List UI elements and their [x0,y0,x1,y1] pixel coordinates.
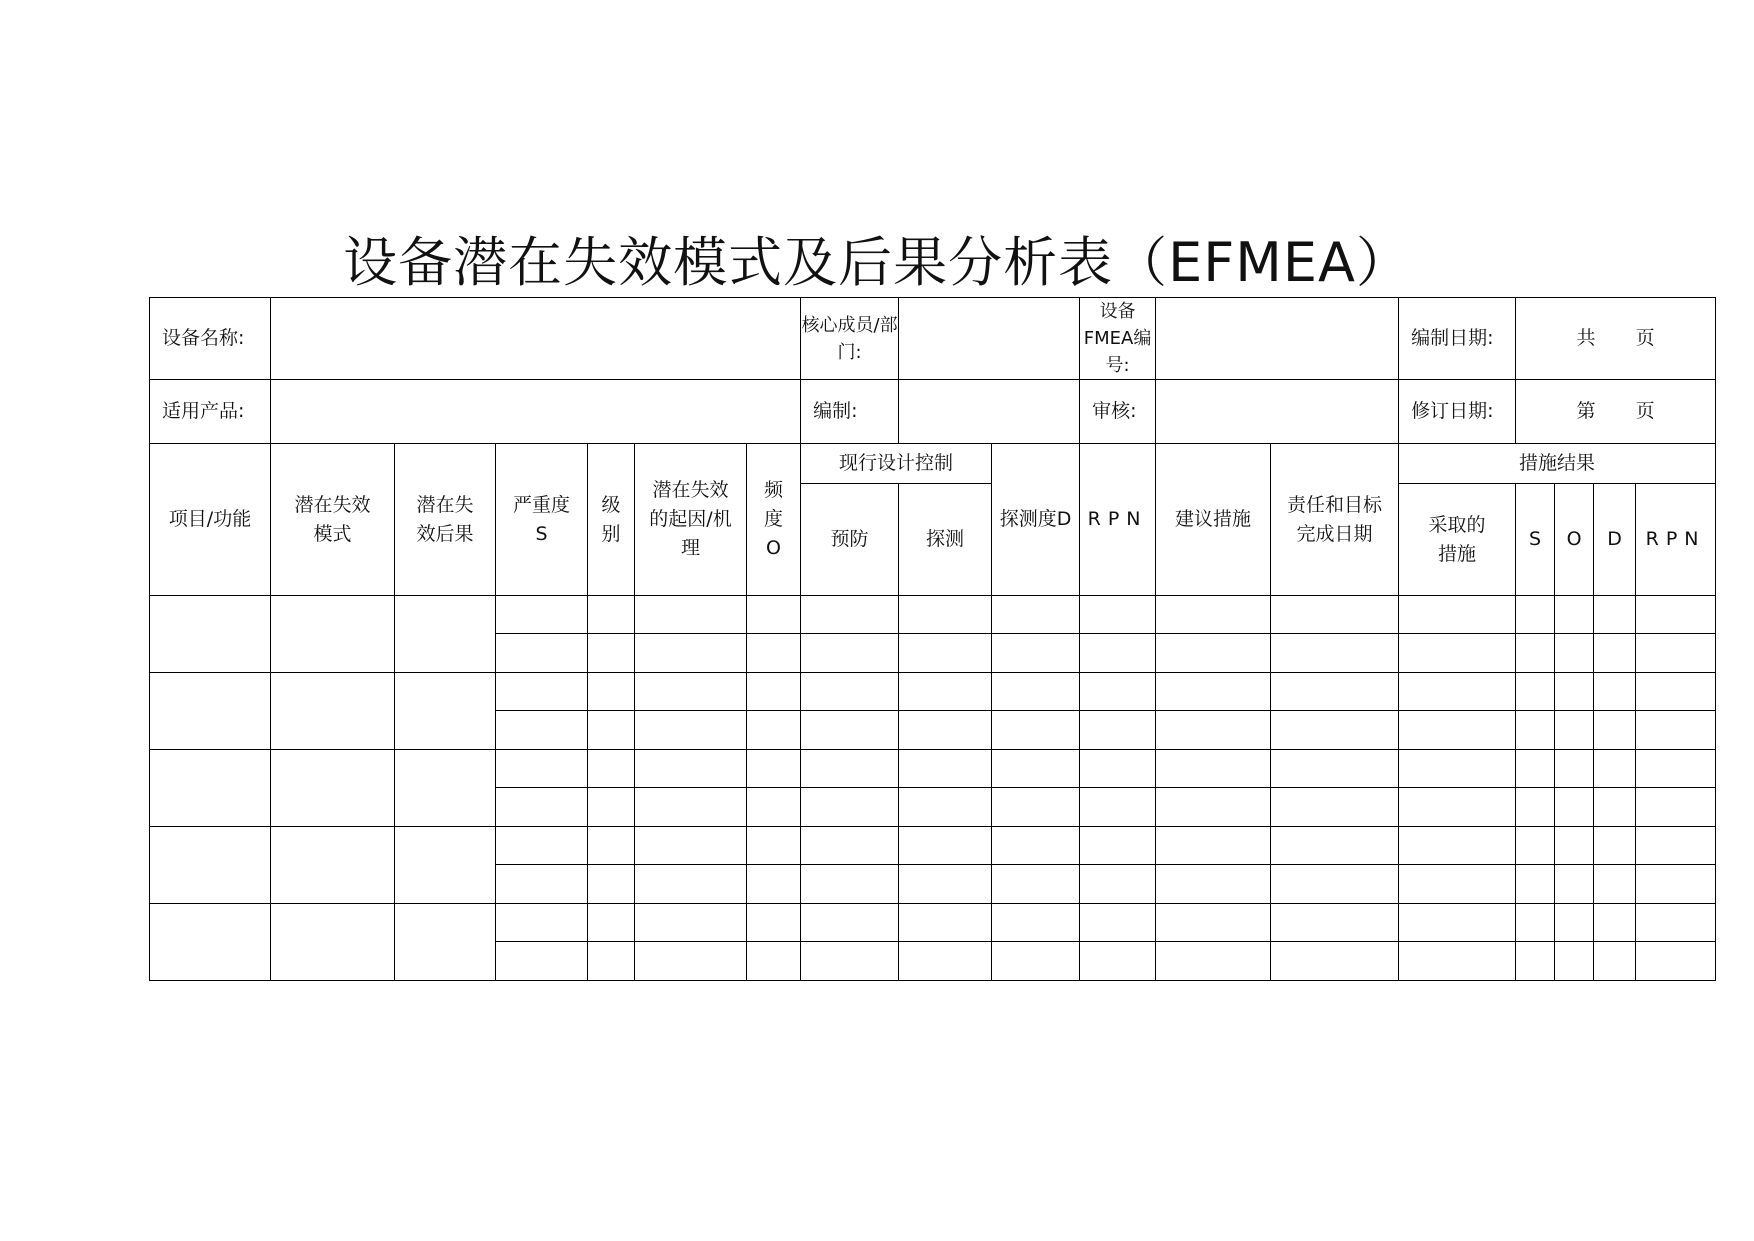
table-cell[interactable] [801,596,899,634]
table-cell[interactable] [1399,904,1516,942]
revised-date-label: 修订日期: [1399,380,1516,444]
total-pages-cell[interactable] [1516,298,1716,380]
table-cell[interactable] [1594,711,1636,750]
table-cell[interactable] [635,942,747,981]
fmea-number-field[interactable] [1156,298,1399,380]
table-cell[interactable] [1080,827,1156,865]
table-cell[interactable] [992,596,1080,634]
table-cell[interactable] [1271,750,1399,788]
table-cell[interactable] [1271,788,1399,827]
table-cell[interactable] [1516,942,1555,981]
table-cell[interactable] [271,673,395,750]
table-cell[interactable] [1516,865,1555,904]
table-cell[interactable] [635,827,747,865]
table-cell[interactable] [588,904,635,942]
table-cell[interactable] [1636,865,1716,904]
table-cell[interactable] [747,634,801,673]
table-cell[interactable] [150,904,271,981]
table-cell[interactable] [992,788,1080,827]
table-cell[interactable] [588,750,635,788]
document-title: 设备潜在失效模式及后果分析表（EFMEA） [343,231,1411,294]
table-cell[interactable] [1636,942,1716,981]
current-page-cell[interactable] [1516,380,1716,444]
table-cell[interactable] [801,865,899,904]
table-cell[interactable] [496,788,588,827]
table-cell[interactable] [1594,827,1636,865]
header-failure-effect: 潜在失效后果 [395,444,496,596]
table-row [150,750,1716,788]
table-cell[interactable] [1399,596,1516,634]
table-cell[interactable] [1156,904,1271,942]
table-cell[interactable] [992,827,1080,865]
total-page-suffix: 页 [1635,327,1655,349]
header-cause: 潜在失效的起因/机理 [635,444,747,596]
applicable-product-field[interactable] [271,380,801,444]
table-row [150,827,1716,865]
table-cell[interactable] [992,634,1080,673]
table-cell[interactable] [747,673,801,711]
header-action-results: 措施结果 [1399,444,1716,484]
page-prefix: 第 [1576,400,1596,422]
table-cell[interactable] [588,673,635,711]
table-cell[interactable] [588,865,635,904]
table-cell[interactable] [1516,750,1555,788]
table-cell[interactable] [1636,788,1716,827]
header-class: 级别 [588,444,635,596]
table-cell[interactable] [992,865,1080,904]
table-cell[interactable] [1080,942,1156,981]
table-cell[interactable] [395,750,496,827]
table-cell[interactable] [1636,634,1716,673]
table-cell[interactable] [1555,673,1594,711]
table-cell[interactable] [1399,750,1516,788]
table-cell[interactable] [1594,942,1636,981]
table-cell[interactable] [1271,673,1399,711]
table-cell[interactable] [1271,827,1399,865]
current-page-suffix: 页 [1635,400,1655,422]
table-cell[interactable] [1080,865,1156,904]
table-cell[interactable] [150,750,271,827]
prepared-date-label: 编制日期: [1399,298,1516,380]
table-cell[interactable] [1636,750,1716,788]
table-cell[interactable] [1399,711,1516,750]
table-cell[interactable] [747,596,801,634]
table-cell[interactable] [1516,711,1555,750]
header-result-rpn: RPN [1636,484,1716,596]
fmea-number-label: 设备FMEA编号: [1080,298,1156,380]
header-actions-taken: 采取的措施 [1399,484,1516,596]
table-cell[interactable] [1399,827,1516,865]
table-cell[interactable] [747,711,801,750]
table-cell[interactable] [1516,634,1555,673]
table-cell[interactable] [635,634,747,673]
table-cell[interactable] [1271,865,1399,904]
table-cell[interactable] [1399,634,1516,673]
table-cell[interactable] [1271,634,1399,673]
applicable-product-label: 适用产品: [150,380,271,444]
table-cell[interactable] [1271,942,1399,981]
table-cell[interactable] [496,865,588,904]
table-cell[interactable] [588,596,635,634]
total-prefix: 共 [1576,327,1596,349]
table-cell[interactable] [899,865,992,904]
header-current-controls: 现行设计控制 [801,444,992,484]
table-cell[interactable] [1516,904,1555,942]
table-row [150,673,1716,711]
header-recommended-actions: 建议措施 [1156,444,1271,596]
header-result-d: D [1594,484,1636,596]
table-cell[interactable] [1156,942,1271,981]
table-cell[interactable] [1636,827,1716,865]
table-cell[interactable] [635,750,747,788]
table-cell[interactable] [496,596,588,634]
table-cell[interactable] [588,942,635,981]
table-cell[interactable] [1080,634,1156,673]
table-cell[interactable] [395,904,496,981]
table-cell[interactable] [992,942,1080,981]
table-cell[interactable] [899,942,992,981]
table-cell[interactable] [1080,711,1156,750]
prepared-by-label: 编制: [801,380,899,444]
table-cell[interactable] [395,827,496,904]
table-cell[interactable] [1399,865,1516,904]
table-cell[interactable] [635,596,747,634]
table-cell[interactable] [1156,827,1271,865]
table-cell[interactable] [1594,634,1636,673]
table-cell[interactable] [635,904,747,942]
table-cell[interactable] [899,788,992,827]
table-cell[interactable] [395,596,496,673]
table-cell[interactable] [1594,865,1636,904]
table-cell[interactable] [992,750,1080,788]
header-prevention: 预防 [801,484,899,596]
table-cell[interactable] [1156,865,1271,904]
table-cell[interactable] [1636,596,1716,634]
header-result-s: S [1516,484,1555,596]
reviewed-by-field[interactable] [1156,380,1399,444]
table-cell[interactable] [992,711,1080,750]
table-cell[interactable] [1594,788,1636,827]
header-responsibility: 责任和目标完成日期 [1271,444,1399,596]
table-cell[interactable] [395,673,496,750]
header-severity: 严重度S [496,444,588,596]
table-cell[interactable] [801,942,899,981]
table-cell[interactable] [1594,673,1636,711]
table-cell[interactable] [496,673,588,711]
table-cell[interactable] [899,711,992,750]
header-detection: 探测度D [992,444,1080,596]
table-cell[interactable] [1555,865,1594,904]
table-cell[interactable] [496,827,588,865]
table-cell[interactable] [1516,596,1555,634]
table-cell[interactable] [635,788,747,827]
table-cell[interactable] [635,711,747,750]
table-cell[interactable] [150,673,271,750]
reviewed-by-label: 审核: [1080,380,1156,444]
table-cell[interactable] [1594,750,1636,788]
header-detection-control: 探测 [899,484,992,596]
table-cell[interactable] [801,904,899,942]
table-cell[interactable] [899,673,992,711]
table-cell[interactable] [747,865,801,904]
table-cell[interactable] [1555,904,1594,942]
efmea-table [149,297,1716,981]
table-cell[interactable] [899,750,992,788]
table-cell[interactable] [1080,750,1156,788]
table-cell[interactable] [747,750,801,788]
table-cell[interactable] [1080,788,1156,827]
table-cell[interactable] [992,673,1080,711]
table-cell[interactable] [1555,711,1594,750]
table-cell[interactable] [271,827,395,904]
table-cell[interactable] [899,904,992,942]
table-cell[interactable] [1080,673,1156,711]
table-row [150,904,1716,942]
table-cell[interactable] [1156,788,1271,827]
table-cell[interactable] [1594,596,1636,634]
table-cell[interactable] [588,788,635,827]
table-cell[interactable] [150,827,271,904]
table-cell[interactable] [496,634,588,673]
table-cell[interactable] [1516,788,1555,827]
table-cell[interactable] [801,827,899,865]
table-cell[interactable] [1555,750,1594,788]
core-members-field[interactable] [899,298,1080,380]
table-cell[interactable] [1555,634,1594,673]
table-cell[interactable] [1636,904,1716,942]
table-cell[interactable] [1156,673,1271,711]
table-cell[interactable] [1399,788,1516,827]
prepared-by-field[interactable] [899,380,1080,444]
table-cell[interactable] [271,596,395,673]
table-cell[interactable] [271,904,395,981]
core-members-label: 核心成员/部门: [801,298,899,380]
table-cell[interactable] [1636,711,1716,750]
table-cell[interactable] [899,596,992,634]
table-cell[interactable] [1156,634,1271,673]
table-cell[interactable] [1156,711,1271,750]
table-cell[interactable] [588,634,635,673]
table-cell[interactable] [150,596,271,673]
table-cell[interactable] [747,942,801,981]
table-cell[interactable] [1271,596,1399,634]
table-cell[interactable] [496,711,588,750]
table-cell[interactable] [496,750,588,788]
table-cell[interactable] [1156,750,1271,788]
table-cell[interactable] [1555,788,1594,827]
table-cell[interactable] [747,904,801,942]
header-occurrence: 频度O [747,444,801,596]
table-cell[interactable] [801,673,899,711]
table-cell[interactable] [1594,904,1636,942]
table-cell[interactable] [801,711,899,750]
table-cell[interactable] [635,673,747,711]
table-cell[interactable] [801,750,899,788]
table-cell[interactable] [1555,596,1594,634]
table-cell[interactable] [747,827,801,865]
table-cell[interactable] [1399,942,1516,981]
header-rpn: RPN [1080,444,1156,596]
table-cell[interactable] [801,788,899,827]
header-result-o: O [1555,484,1594,596]
table-cell[interactable] [1516,673,1555,711]
table-cell[interactable] [588,711,635,750]
header-item-function: 项目/功能 [150,444,271,596]
table-row [150,596,1716,634]
table-cell[interactable] [747,788,801,827]
table-cell[interactable] [1555,827,1594,865]
table-cell[interactable] [899,827,992,865]
table-cell[interactable] [588,827,635,865]
table-cell[interactable] [1555,942,1594,981]
table-cell[interactable] [801,634,899,673]
table-cell[interactable] [992,904,1080,942]
table-cell[interactable] [496,904,588,942]
table-cell[interactable] [1636,673,1716,711]
table-cell[interactable] [1271,904,1399,942]
table-cell[interactable] [1516,827,1555,865]
table-cell[interactable] [271,750,395,827]
table-cell[interactable] [1080,596,1156,634]
table-cell[interactable] [1156,596,1271,634]
header-failure-mode: 潜在失效模式 [271,444,395,596]
equipment-name-field[interactable] [271,298,801,380]
table-cell[interactable] [635,865,747,904]
table-cell[interactable] [1271,711,1399,750]
table-cell[interactable] [899,634,992,673]
table-cell[interactable] [1080,904,1156,942]
table-cell[interactable] [1399,673,1516,711]
table-cell[interactable] [496,942,588,981]
equipment-name-label: 设备名称: [150,298,271,380]
